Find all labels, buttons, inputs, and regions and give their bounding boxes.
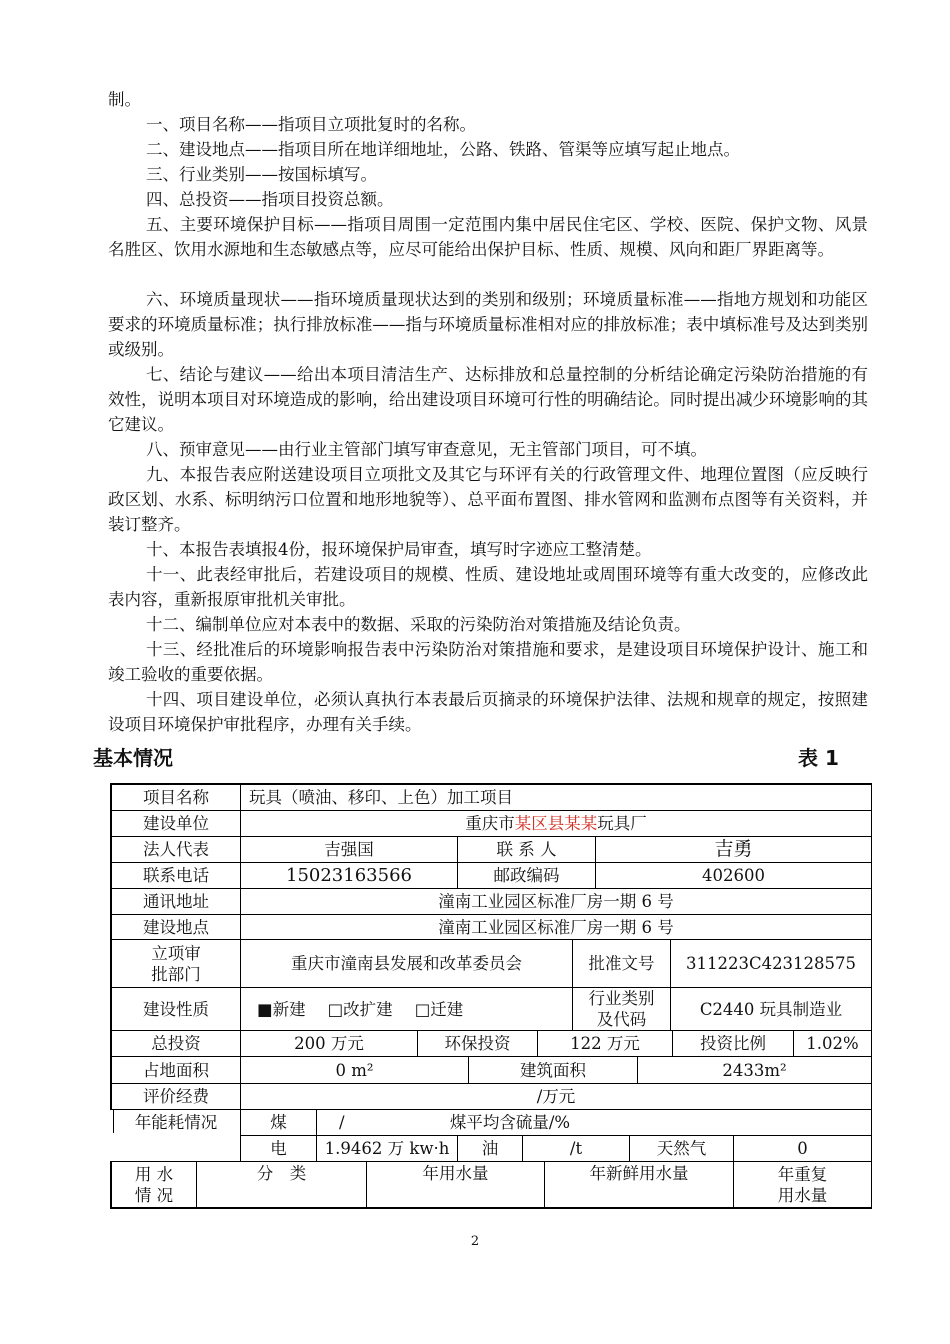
site-label: 建设地点 <box>143 917 209 937</box>
instruction-11: 十一、此表经审批后，若建设项目的规模、性质、建设地址或周围环境等有重大改变的，应修改此表内容，重新报原审批机关审批。 <box>108 565 868 609</box>
gas-value: 0 <box>797 1139 808 1158</box>
table-number: 表 1 <box>798 746 839 770</box>
inv-ratio-label: 投资比例 <box>700 1034 766 1053</box>
mail-addr-value: 潼南工业园区标准厂房一期 6 号 <box>438 892 674 911</box>
water-class-header: 分 类 <box>256 1163 307 1183</box>
inv-ratio-value: 1.02% <box>806 1034 859 1053</box>
instruction-9: 九、本报告表应附送建设项目立项批文及其它与环评有关的行政管理文件、地理位置图（应反映行政区划、水系、标明纳污口位置和地形地貌等）、总平面布置图、排水管网和监测布点图等有关资料，并装订整齐。 <box>108 465 868 534</box>
unit-value <box>241 811 871 836</box>
gas-label: 天然气 <box>656 1139 707 1158</box>
approval-no-label: 批准文号 <box>588 954 655 973</box>
instruction-10: 十、本报告表填报4份，报环境保护局审查，填写时字迹应工整清楚。 <box>146 540 652 559</box>
sulfur-label: 煤平均含硫量/% <box>449 1113 571 1132</box>
instruction-14: 十四、项目建设单位，必须认真执行本表最后页摘录的环境保护法律、法规和规章的规定，按照建设项目环境保护审批程序，办理有关手续。 <box>108 690 868 734</box>
instruction-7: 七、结论与建议——给出本项目清洁生产、达标排放和总量控制的分析结论确定污染防治措施的有效性，说明本项目对环境造成的影响，给出建设项目环境可行性的明确结论。同时提出减少环境影响的其它建议。 <box>108 365 868 434</box>
land-area-value: 0 m² <box>335 1060 374 1080</box>
coal-value: / <box>339 1113 345 1132</box>
project-name-value: 玩具（喷油、移印、上色）加工项目 <box>249 788 513 807</box>
elec-label: 电 <box>270 1139 287 1158</box>
oil-label: 油 <box>481 1139 499 1158</box>
build-area-value: 2433m² <box>722 1060 787 1080</box>
env-inv-value: 122 万元 <box>570 1034 640 1053</box>
water-reuse-header: 年重复 用水量 <box>777 1164 828 1205</box>
elec-value: 1.9462 万 kw·h <box>324 1139 450 1158</box>
energy-label: 年能耗情况 <box>134 1113 218 1132</box>
legal-rep-label: 法人代表 <box>143 840 209 859</box>
nature-new-checkbox: ■新建 <box>257 999 306 1019</box>
instruction-4: 四、总投资——指项目投资总额。 <box>146 190 394 209</box>
nature-label: 建设性质 <box>143 999 209 1019</box>
total-inv-label: 总投资 <box>151 1034 201 1053</box>
oil-value: /t <box>569 1139 583 1158</box>
unit-label: 建设单位 <box>143 814 209 833</box>
instruction-5: 五、主要环境保护目标——指项目周围一定范围内集中居民住宅区、学校、医院、保护文物、风景名胜区、饮用水源地和生态敏感点等，应尽可能给出保护目标、性质、规模、风向和距厂界距离等。 <box>108 215 868 259</box>
eval-fee-label: 评价经费 <box>143 1087 209 1106</box>
unit-prefix: 重庆市 <box>465 814 515 833</box>
build-area-label: 建筑面积 <box>520 1060 586 1080</box>
approval-no-value: 311223C423128575 <box>685 954 857 973</box>
project-name-label: 项目名称 <box>143 788 209 807</box>
instruction-6: 六、环境质量现状——指环境质量现状达到的类别和级别；环境质量标准——指地方规划和功能区要求的环境质量标准；执行排放标准——指与环境质量标准相对应的排放标准；表中填标准号及达到类别或级别。 <box>108 290 868 359</box>
env-inv-label: 环保投资 <box>444 1034 511 1053</box>
instruction-12: 十二、编制单位应对本表中的数据、采取的污染防治对策措施及结论负责。 <box>146 615 691 634</box>
section-title: 基本情况 <box>93 746 173 770</box>
page-number: 2 <box>470 1234 480 1249</box>
postcode-value: 402600 <box>702 866 765 885</box>
phone-label: 联系电话 <box>143 866 209 885</box>
water-annual-header: 年用水量 <box>422 1163 489 1183</box>
approval-dept-value: 重庆市潼南县发展和改革委员会 <box>291 954 522 973</box>
instruction-8: 八、预审意见——由行业主管部门填写审查意见，无主管部门项目，可不填。 <box>146 440 707 459</box>
water-label: 用 水 情 况 <box>134 1164 174 1205</box>
instruction-2: 二、建设地点——指项目所在地详细地址，公路、铁路、管渠等应填写起止地点。 <box>146 140 740 159</box>
mail-addr-label: 通讯地址 <box>143 892 209 911</box>
coal-label: 煤 <box>270 1113 287 1132</box>
contact-value: 吉勇 <box>714 838 753 860</box>
instruction-3: 三、行业类别——按国标填写。 <box>146 165 377 184</box>
water-fresh-header: 年新鲜用水量 <box>589 1163 689 1183</box>
total-inv-value: 200 万元 <box>294 1034 364 1053</box>
nature-expand-checkbox: □改扩建 <box>327 999 393 1019</box>
phone-value: 15023163566 <box>286 865 412 886</box>
postcode-label: 邮政编码 <box>493 866 560 885</box>
instruction-13: 十三、经批准后的环境影响报告表中污染防治对策措施和要求，是建设项目环境保护设计、施工和竣工验收的重要依据。 <box>108 640 868 684</box>
instruction-line-0: 制。 <box>108 90 141 109</box>
contact-label: 联 系 人 <box>496 840 557 859</box>
legal-rep-value: 吉强国 <box>324 840 374 859</box>
eval-fee-value: /万元 <box>536 1087 576 1106</box>
nature-move-checkbox: □迁建 <box>414 999 464 1019</box>
approval-dept-label: 立项审 批部门 <box>151 943 201 984</box>
site-value: 潼南工业园区标准厂房一期 6 号 <box>438 917 674 937</box>
industry-label: 行业类别 及代码 <box>588 989 655 1029</box>
instruction-1: 一、项目名称——指项目立项批复时的名称。 <box>146 115 476 134</box>
industry-value: C2440 玩具制造业 <box>699 999 843 1019</box>
nature-options <box>241 988 572 1030</box>
land-area-label: 占地面积 <box>143 1060 209 1080</box>
unit-suffix: 玩具厂 <box>597 814 647 833</box>
unit-placeholder: 某区县某某 <box>514 814 598 833</box>
